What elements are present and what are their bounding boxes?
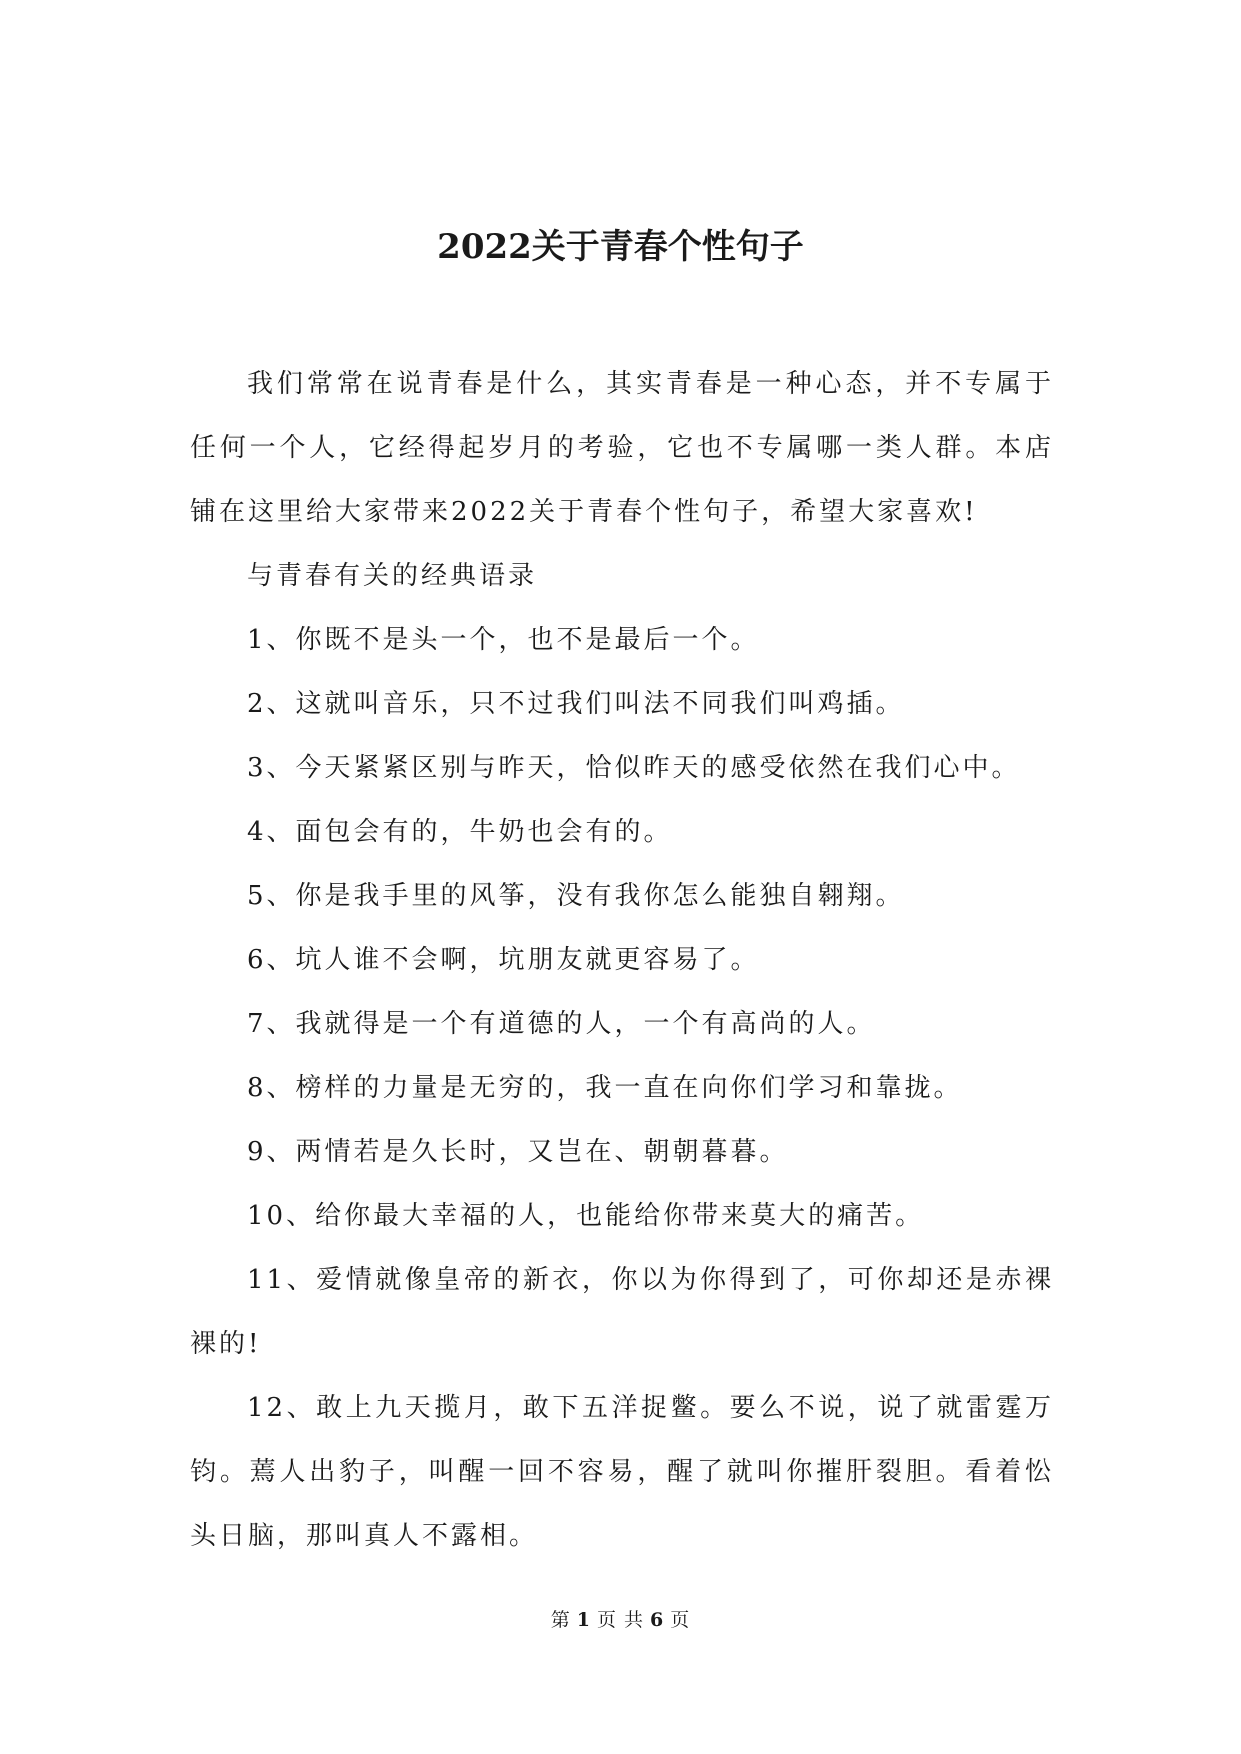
section-heading: 与青春有关的经典语录: [247, 561, 538, 591]
footer-middle: 页 共: [596, 1609, 645, 1631]
quote-item: 12、敢上九天揽月，敢下五洋捉鳖。要么不说，说了就雷霆万钧。蔫人出豹子，叫醒一回不容易，醒了就叫你摧肝裂胆。看着忪头日脑，那叫真人不露相。: [190, 1393, 1054, 1551]
page-footer: [0, 1606, 1241, 1634]
quote-item: 11、爱情就像皇帝的新衣，你以为你得到了，可你却还是赤裸裸的!: [190, 1265, 1054, 1359]
quote-item: 5、你是我手里的风筝，没有我你怎么能独自翱翔。: [247, 881, 905, 911]
quote-item: 6、坑人谁不会啊，坑朋友就更容易了。: [247, 945, 760, 975]
quote-item: 10、给你最大幸福的人，也能给你带来莫大的痛苦。: [247, 1201, 925, 1231]
quote-item: 1、你既不是头一个，也不是最后一个。: [247, 625, 760, 655]
quote-item: 4、面包会有的，牛奶也会有的。: [247, 817, 673, 847]
document-body: [190, 352, 1054, 1568]
quote-item: 7、我就得是一个有道德的人，一个有高尚的人。: [247, 1009, 876, 1039]
quote-item: 9、两情若是久长时，又岂在、朝朝暮暮。: [247, 1137, 789, 1167]
footer-current-page: 1: [576, 1609, 591, 1631]
quote-item: 2、这就叫音乐，只不过我们叫法不同我们叫鸡插。: [247, 689, 905, 719]
footer-prefix: 第: [550, 1609, 571, 1631]
quote-item: 8、榜样的力量是无穷的，我一直在向你们学习和靠拢。: [247, 1073, 963, 1103]
document-title: 2022关于青春个性句子: [437, 227, 804, 267]
intro-paragraph: 我们常常在说青春是什么，其实青春是一种心态，并不专属于任何一个人，它经得起岁月的考验，它也不专属哪一类人群。本店铺在这里给大家带来2022关于青春个性句子，希望大家喜欢!: [190, 369, 1054, 527]
footer-total-pages: 6: [650, 1609, 665, 1631]
footer-suffix: 页: [670, 1609, 691, 1631]
quote-item: 3、今天紧紧区别与昨天，恰似昨天的感受依然在我们心中。: [247, 753, 1021, 783]
